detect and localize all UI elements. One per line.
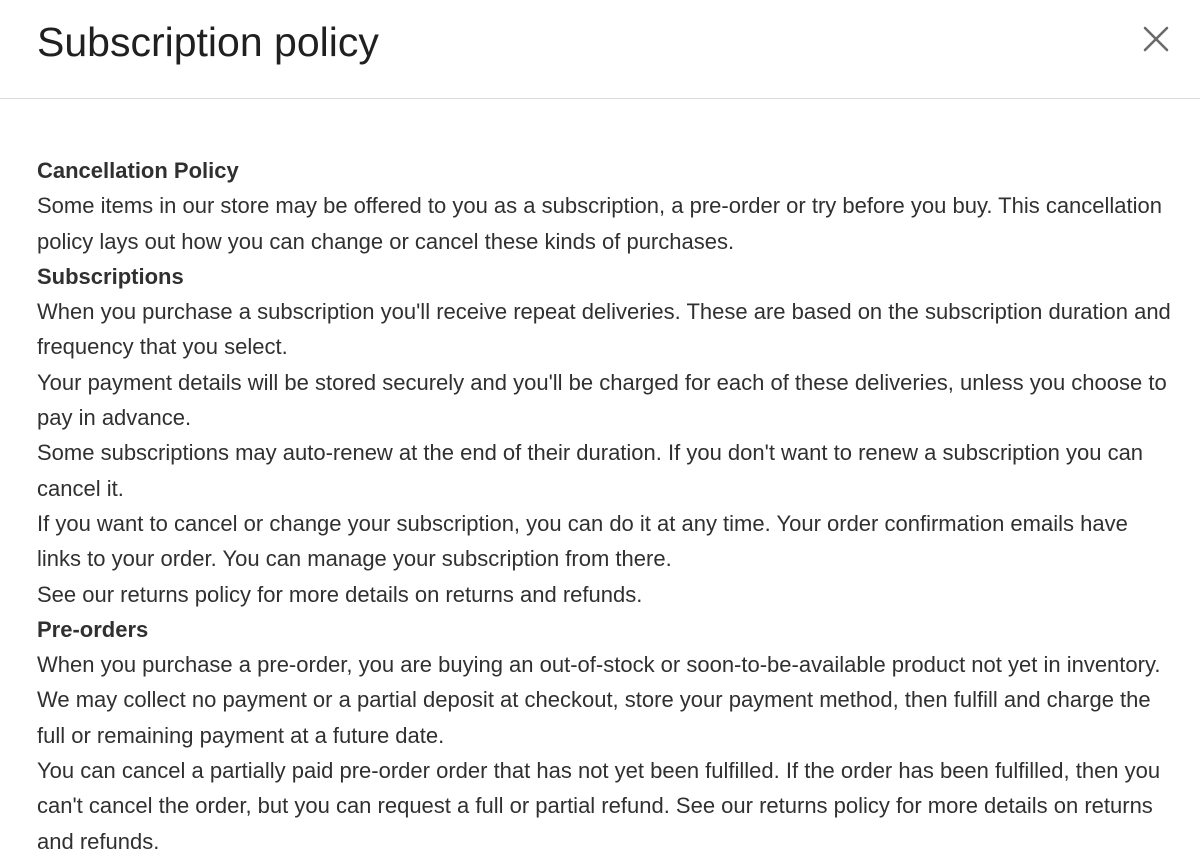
subscriptions-paragraph: Some subscriptions may auto-renew at the end of their duration. If you don't want to renew a subscription you can cancel it. [37,440,1144,501]
dialog-header [0,0,1200,99]
pre-orders-paragraph: When you purchase a pre-order, you are buying an out-of-stock or soon-to-be-available product not yet in inventory. We may collect no payment or a partial deposit at checkout, store your payment method, then fulfill and charge the full or remaining payment at a future date. [37,652,1161,748]
subscriptions-paragraph: Your payment details will be stored securely and you'll be charged for each of these deliveries, unless you choose to pay in advance. [37,369,1167,431]
policy-content [37,153,1177,859]
subscriptions-heading: Subscriptions [37,263,184,289]
subscriptions-paragraph: If you want to cancel or change your subscription, you can do it at any time. Your order confirmation emails have links to your order. You can manage your subscription from there. [37,510,1128,572]
cancellation-policy-paragraph: Some items in our store may be offered to you as a subscription, a pre-order or try before you buy. This cancellation policy lays out how you can change or cancel these kinds of purchases. [37,193,1163,254]
pre-orders-heading: Pre-orders [37,616,149,642]
close-icon [1138,21,1174,57]
pre-orders-paragraph: You can cancel a partially paid pre-order order that has not yet been fulfilled. If the order has been fulfilled, then you can't cancel the order, but you can request a full or partial refund. See our returns policy for more details on returns and refunds. [37,758,1161,854]
cancellation-policy-heading: Cancellation Policy [37,158,239,183]
subscriptions-paragraph: When you purchase a subscription you'll receive repeat deliveries. These are based on the subscription duration and frequency that you select. [37,299,1171,360]
subscriptions-paragraph: See our returns policy for more details on returns and refunds. [37,581,643,607]
dialog-title: Subscription policy [37,19,379,65]
close-button[interactable] [1138,21,1174,57]
